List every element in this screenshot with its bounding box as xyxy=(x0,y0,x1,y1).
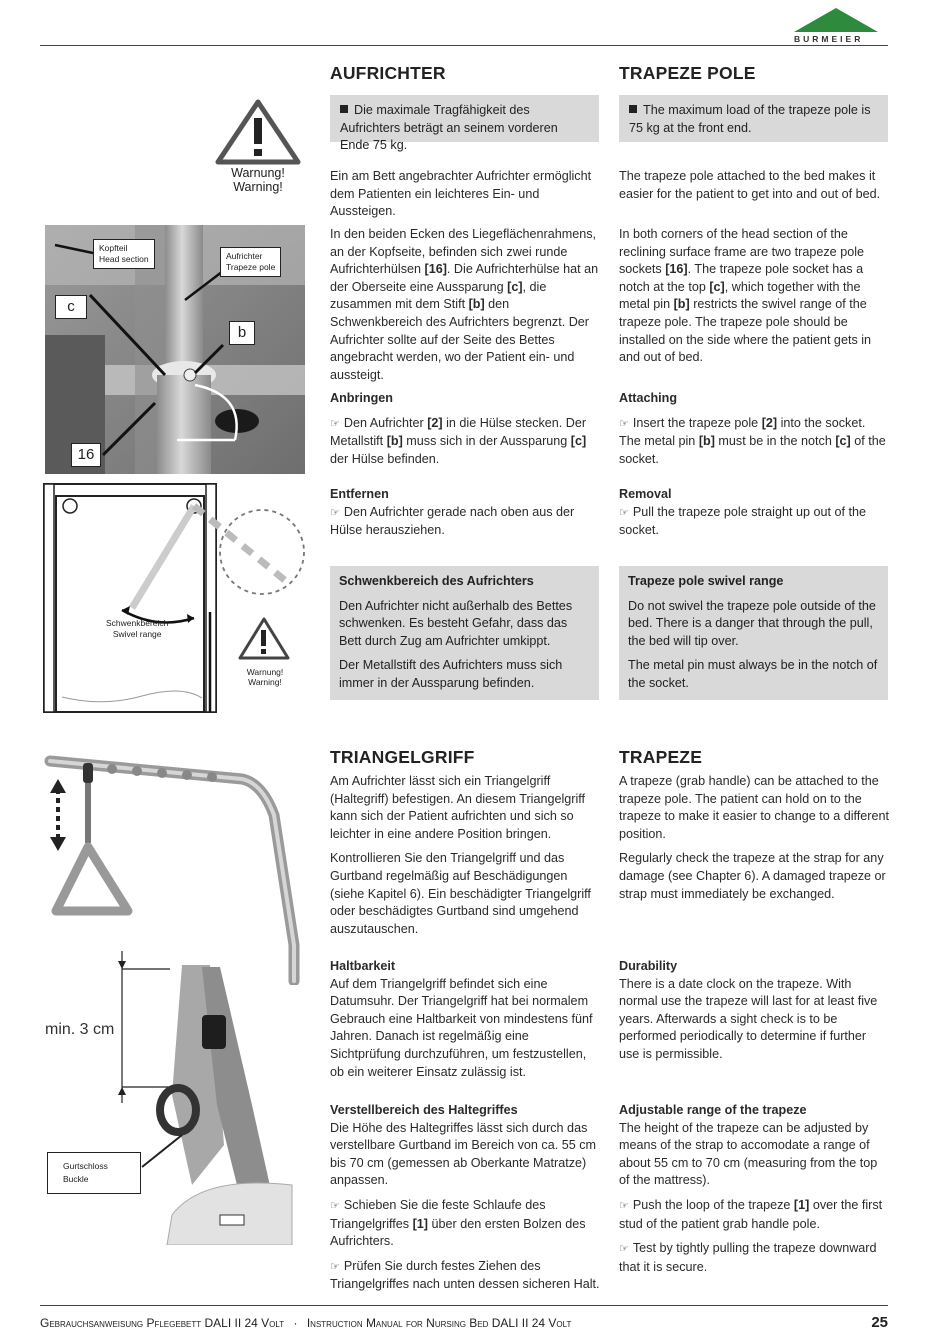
heading-durability-de: Haltbarkeit xyxy=(330,959,396,973)
description-de: In den beiden Ecken des Liegeflächenrahmens, an der Kopfseite, befinden sich zwei runde Aufrichterhülsen [16]. Die Aufrichterhülse hat an der Oberseite eine Aussparung [c], die zusammen mit dem Stift [b] den Schwenkbereich des Aufrichters begrenzt. Der Aufrichter sollte auf der Seite des Bettes angebracht werden, wo der Patient ein- und aussteigt. xyxy=(330,227,599,382)
swivel-box-de xyxy=(330,566,599,700)
callout-16: 16 xyxy=(71,443,101,467)
heading-adjust-en: Adjustable range of the trapeze xyxy=(619,1103,807,1117)
push-text-de: ☞ Schieben Sie die feste Schlaufe des Triangelgriffes [1] über den ersten Bolzen des Aufrichters. xyxy=(330,1197,586,1249)
attach-text-de: ☞ Den Aufrichter [2] in die Hülse stecken. Der Metallstift [b] muss sich in der Aussparung [c] der Hülse befinden. xyxy=(330,415,587,466)
pointing-hand-icon: ☞ xyxy=(330,417,340,430)
warning-label-de: Warnung! xyxy=(231,166,285,180)
callout-c: c xyxy=(55,295,87,319)
brand-logo xyxy=(790,6,882,46)
durability-text-en: There is a date clock on the trapeze. With normal use the trapeze will last for at least five years. Afterwards a sight check is to be performed periodically to determine if further use is permissible. xyxy=(619,976,878,1061)
heading-remove-de: Entfernen xyxy=(330,487,389,501)
diagram-warning-en: Warning! xyxy=(248,677,282,687)
bullet-square-icon xyxy=(629,105,637,113)
durability-text-de: Auf dem Triangelgriff befindet sich eine Datumsuhr. Der Triangelgriff hat bei normalem Gebrauch eine Haltbarkeit von mindestens fünf Jahren. Danach ist regelmäßig eine Sichtprüfung durchzuführen, um festzustellen, ob ein weiterer Einsatz zulässig ist. xyxy=(330,976,593,1079)
pointing-hand-icon: ☞ xyxy=(330,506,340,519)
pointing-hand-icon: ☞ xyxy=(330,1260,340,1273)
title-trapeze-pole: TRAPEZE POLE xyxy=(619,63,756,83)
label-buckle-de: Gurtschloss xyxy=(63,1161,108,1171)
footer-text xyxy=(40,1316,571,1330)
footer-separator: · xyxy=(293,1316,298,1330)
diagram-warning-de: Warnung! xyxy=(246,667,284,677)
label-head-section-en: Head section xyxy=(99,254,149,264)
heading-durability-en: Durability xyxy=(619,959,678,973)
warning-box-en xyxy=(619,95,888,142)
swivel-range-diagram xyxy=(42,482,307,717)
bullet-square-icon xyxy=(340,105,348,113)
label-swivel-range-de: Schwenkbereich xyxy=(106,618,169,628)
strap-buckle-illustration xyxy=(42,945,307,1245)
warning-text-en: The maximum load of the trapeze pole is 75 kg at the front end. xyxy=(629,103,871,135)
description-en: In both corners of the head section of the reclining surface frame are two trapeze pole sockets [16]. The trapeze pole socket has a notch at the top [c], which together with the metal pin [b] restricts the swivel range of the trapeze pole. The trapeze pole should be installed on the side where the patient gets in and out of bed. xyxy=(619,227,872,365)
pointing-hand-icon: ☞ xyxy=(619,1243,629,1256)
tri-text2-en: Regularly check the trapeze at the strap for any damage (see Chapter 6). A damaged trapeze or strap must immediately be exchanged. xyxy=(619,851,886,901)
swivel-box-en xyxy=(619,566,888,700)
tri-text1-de: Am Aufrichter lässt sich ein Triangelgriff (Haltegriff) befestigen. An diesem Triangelgriff kann sich der Patient aufrichten und sich so leichter in eine andere Position bringen. xyxy=(330,774,586,841)
remove-text-en: Pull the trapeze pole straight up out of the socket. xyxy=(619,504,867,538)
socket-photo xyxy=(45,225,305,474)
swivel-text1-en: Do not swivel the trapeze pole outside of the bed. There is a danger that through the pull, the bed will tip over. xyxy=(628,598,876,648)
remove-text-de: Den Aufrichter gerade nach oben aus der Hülse herausziehen. xyxy=(330,504,575,538)
warning-text-de: Die maximale Tragfähigkeit des Aufrichters beträgt an seinem vorderen Ende 75 kg. xyxy=(340,103,558,153)
intro-en: The trapeze pole attached to the bed makes it easier for the patient to get into and out of bed. xyxy=(619,169,881,201)
label-swivel-range-en: Swivel range xyxy=(112,629,162,639)
tri-text1-en: A trapeze (grab handle) can be attached to the trapeze pole. The patient can hold on to the trapeze to make it easier to change to a different position. xyxy=(619,774,889,841)
footer-en: Instruction Manual for Nursing Bed DALI II 24 Volt xyxy=(306,1316,572,1330)
pointing-hand-icon: ☞ xyxy=(330,1199,340,1212)
label-trapeze-pole-de: Aufrichter xyxy=(226,251,263,261)
warning-box-de xyxy=(330,95,599,153)
heading-attach-de: Anbringen xyxy=(330,391,393,405)
heading-remove-en: Removal xyxy=(619,487,672,501)
label-head-section-de: Kopfteil xyxy=(99,243,128,253)
logo-roof-icon xyxy=(790,6,882,34)
swivel-text2-en: The metal pin must always be in the notch of the socket. xyxy=(628,658,878,690)
test-text-de: Prüfen Sie durch festes Ziehen des Triangelgriffes nach unten dessen sicheren Halt. xyxy=(330,1258,600,1292)
strap-graphic xyxy=(42,945,307,1245)
test-text-en: Test by tightly pulling the trapeze downward that it is secure. xyxy=(619,1241,877,1274)
pointing-hand-icon: ☞ xyxy=(619,417,629,430)
label-buckle-en: Buckle xyxy=(63,1174,89,1184)
adjust-text-en: The height of the trapeze can be adjusted by means of the strap to accomodate a range of about 55 cm to 70 cm (measuring from the top of the mattress). xyxy=(619,1120,878,1188)
heading-attach-en: Attaching xyxy=(619,391,678,405)
tri-text2-de: Kontrollieren Sie den Triangelgriff und das Gurtband regelmäßig auf Beschädigungen (siehe Kapitel 6). Ein beschädigter Triangelgriff oder beschädigtes Gurtband sind umgehend auszutauschen. xyxy=(330,851,591,936)
swivel-text2-de: Der Metallstift des Aufrichters muss sich immer in der Aussparung befinden. xyxy=(339,658,563,690)
footer-rule xyxy=(40,1305,888,1306)
header-rule xyxy=(40,45,888,46)
warning-sign-top xyxy=(214,98,302,198)
warning-triangle-icon xyxy=(214,98,302,168)
footer-de: Gebrauchsanweisung Pflegebett DALI II 24 Volt xyxy=(40,1316,285,1330)
swivel-heading-en: Trapeze pole swivel range xyxy=(628,574,784,588)
push-text-en: ☞ Push the loop of the trapeze [1] over the first stud of the patient grab handle pole. xyxy=(619,1197,883,1231)
warning-label-en: Warning! xyxy=(233,180,283,194)
pointing-hand-icon: ☞ xyxy=(619,506,629,519)
dimension-label: min. 3 cm xyxy=(45,1021,115,1038)
swivel-heading-de: Schwenkbereich des Aufrichters xyxy=(339,574,534,588)
label-trapeze-pole-en: Trapeze pole xyxy=(226,262,276,272)
pointing-hand-icon: ☞ xyxy=(619,1199,629,1212)
title-triangelgriff: TRIANGELGRIFF xyxy=(330,747,475,767)
attach-text-en: ☞ Insert the trapeze pole [2] into the socket. The metal pin [b] must be in the notch [c] of the socket. xyxy=(619,415,886,466)
swivel-text1-de: Den Aufrichter nicht außerhalb des Bettes schwenken. Es besteht Gefahr, dass das Bett durch Zug am Aufrichter umkippt. xyxy=(339,598,573,648)
title-trapeze: TRAPEZE xyxy=(619,747,703,767)
brand-name: BURMEIER xyxy=(794,34,864,44)
heading-adjust-de: Verstellbereich des Haltegriffes xyxy=(330,1103,518,1117)
callout-b: b xyxy=(229,321,255,345)
intro-de: Ein am Bett angebrachter Aufrichter ermöglicht dem Patienten ein leichteres Ein- und Aussteigen. xyxy=(330,169,592,219)
adjust-text-de: Die Höhe des Haltegriffes lässt sich durch das verstellbare Gurtband im Bereich von ca. 55 cm bis 70 cm (gemessen ab Oberkante Matratze) anpassen. xyxy=(330,1120,596,1188)
title-aufrichter: AUFRICHTER xyxy=(330,63,446,83)
page-number: 25 xyxy=(871,1314,888,1331)
